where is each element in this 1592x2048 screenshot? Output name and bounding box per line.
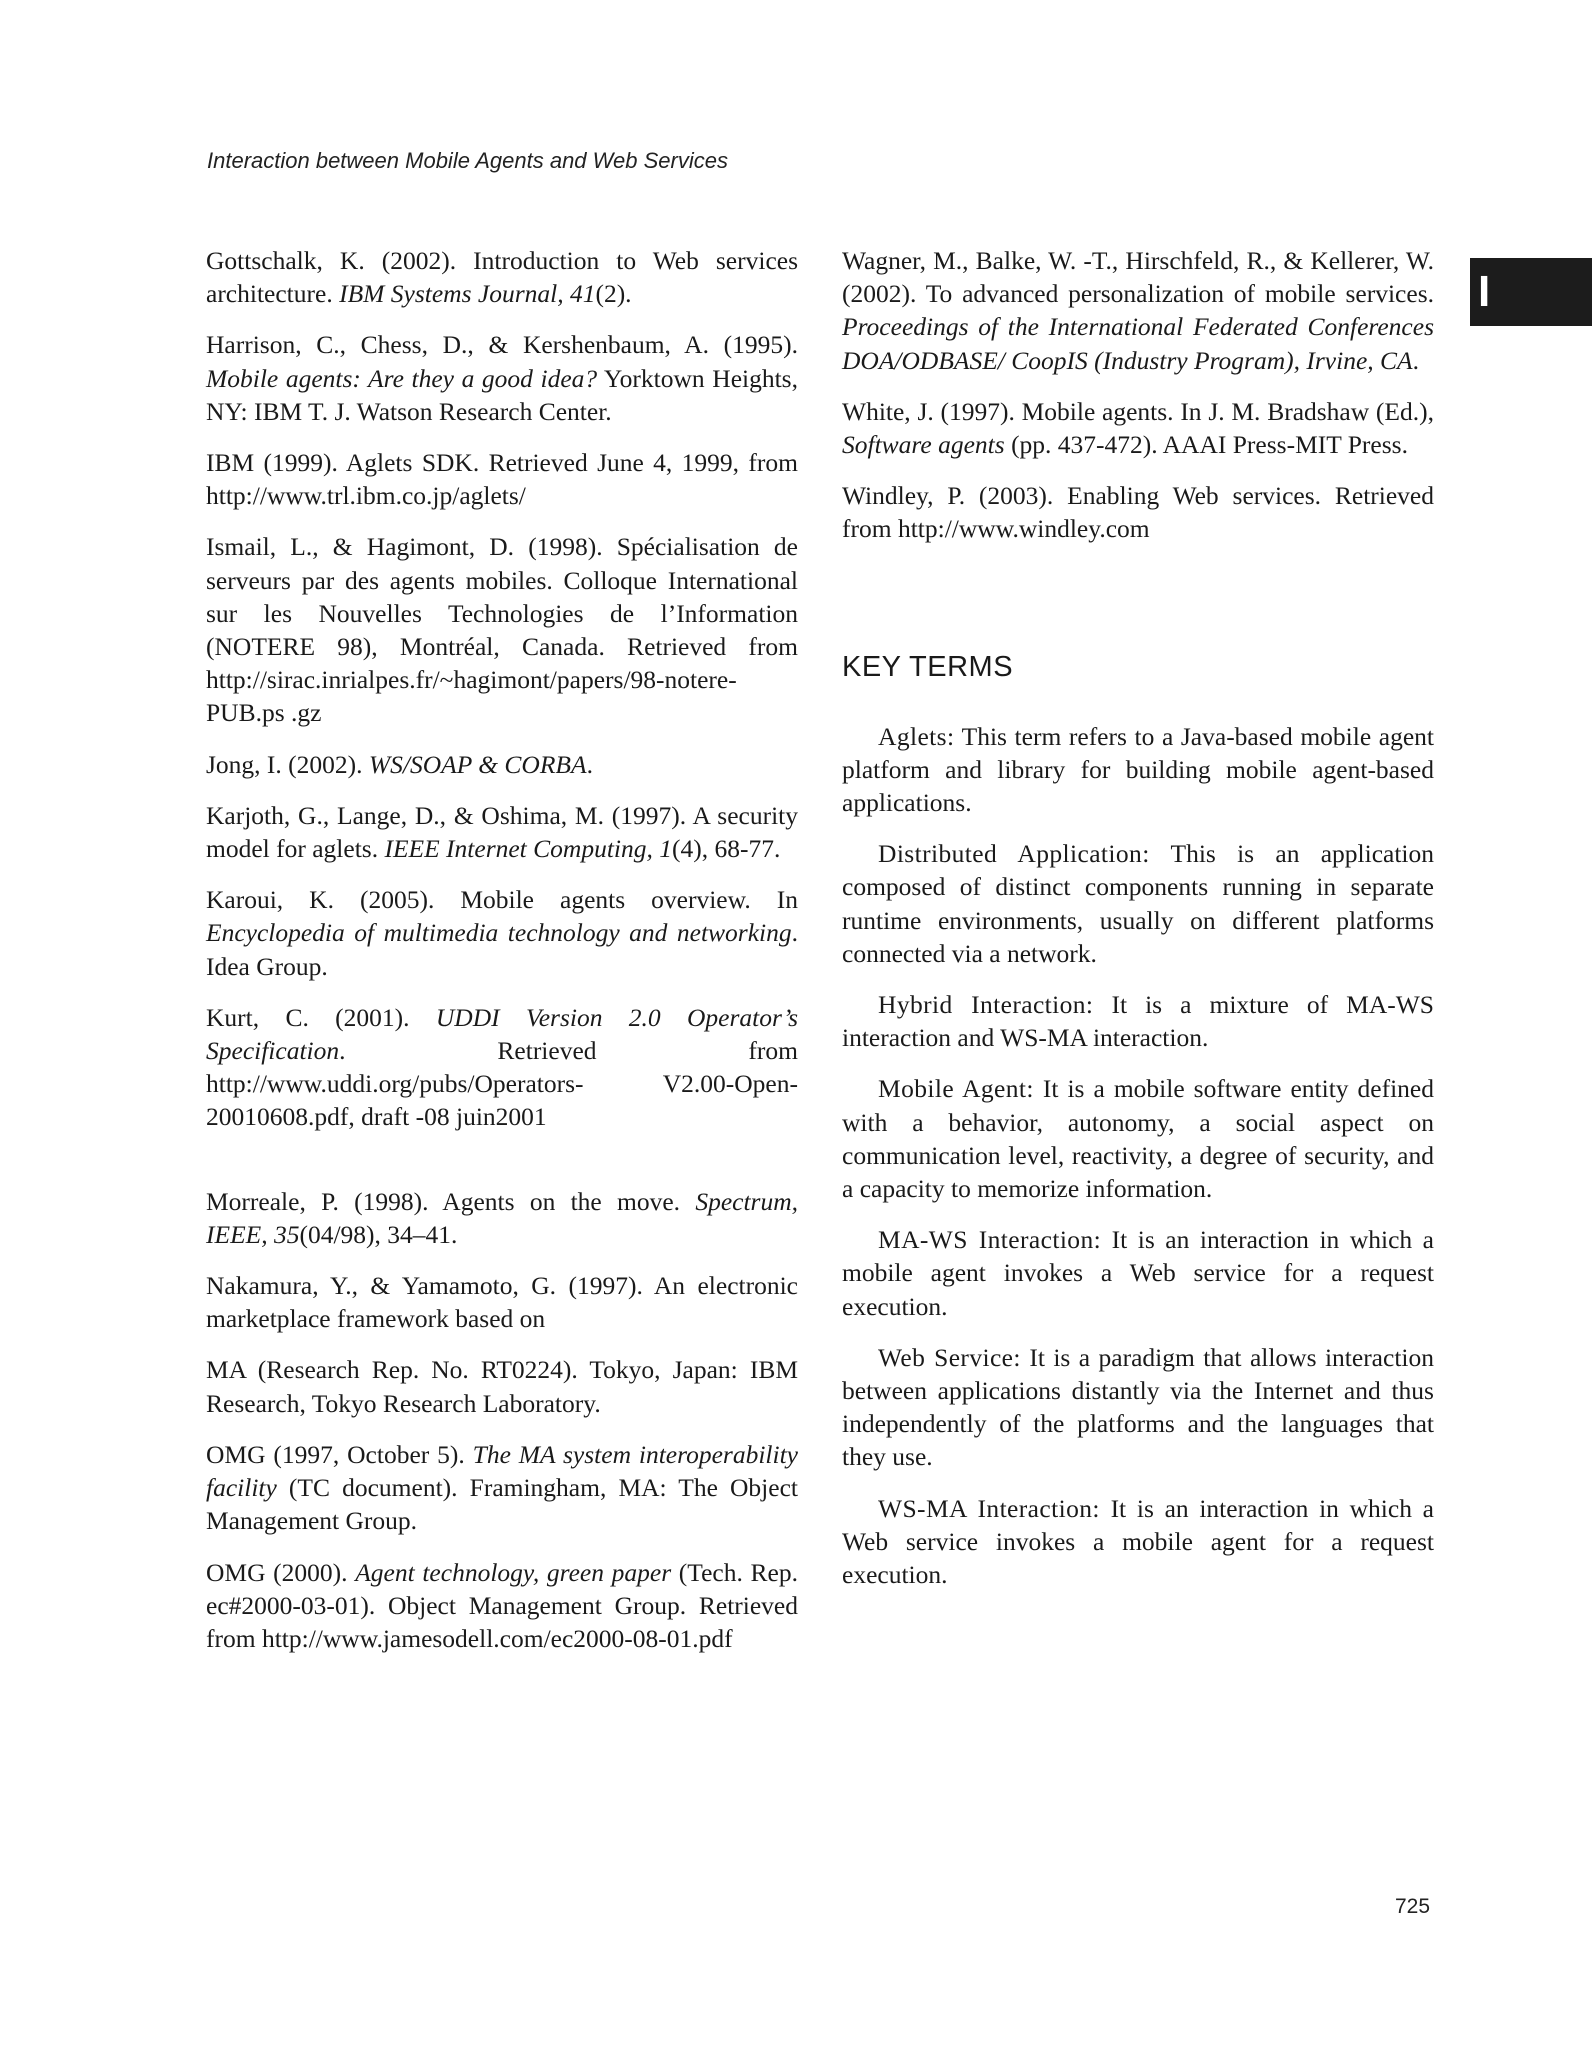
reference-entry: IBM (1999). Aglets SDK. Retrieved June 4, 1999, from http://www.trl.ibm.co.jp/aglets/ <box>206 448 798 511</box>
key-term-name: Hybrid Interaction: <box>878 990 1094 1020</box>
section-tab-letter: I <box>1478 267 1491 316</box>
references-right-column <box>842 244 1434 1609</box>
reference-entry: Harrison, C., Chess, D., & Kershenbaum, A. (1995). Mobile agents: Are they a good idea? Yorktown Heights, NY: IBM T. J. Watson Research Center. <box>206 330 798 426</box>
key-term-name: Mobile Agent: <box>878 1074 1034 1104</box>
key-term-entry: MA-WS Interaction: It is an interaction in which a mobile agent invokes a Web service for a request execution. <box>842 1225 1434 1321</box>
references-left-column <box>206 244 798 1673</box>
reference-entry: Ismail, L., & Hagimont, D. (1998). Spécialisation de serveurs par des agents mobiles. Colloque International sur les Nouvelles Technologies de l’Information (NOTERE 98), Montréal, Canada. Retrieved from http://sirac.inrialpes.fr/~hagimont/papers/98-notere-PUB.ps .gz <box>206 532 798 728</box>
key-term-entry: Web Service: It is a paradigm that allows interaction between applications distantly via the Internet and thus independently of the platforms and the languages that they use. <box>842 1342 1434 1472</box>
key-term-name: Distributed Application: <box>878 839 1150 869</box>
key-term-name: Web Service: <box>878 1342 1021 1372</box>
reference-entry: MA (Research Rep. No. RT0224). Tokyo, Japan: IBM Research, Tokyo Research Laboratory. <box>206 1355 798 1418</box>
key-term-entry: WS-MA Interaction: It is an interaction in which a Web service invokes a mobile agent for a request execution. <box>842 1493 1434 1590</box>
reference-entry: Windley, P. (2003). Enabling Web services. Retrieved from http://www.windley.com <box>842 481 1434 544</box>
page-number: 725 <box>1395 1895 1431 1918</box>
running-header: Interaction between Mobile Agents and Web Services <box>207 148 728 173</box>
reference-entry: Nakamura, Y., & Yamamoto, G. (1997). An electronic marketplace framework based on <box>206 1271 798 1334</box>
key-term-entry: Mobile Agent: It is a mobile software entity defined with a behavior, autonomy, a social aspect on communication level, reactivity, a degree of security, and a capacity to memorize information. <box>842 1074 1434 1204</box>
reference-entry: Gottschalk, K. (2002). Introduction to Web services architecture. IBM Systems Journal, 41(2). <box>206 246 798 309</box>
key-term-entry: Hybrid Interaction: It is a mixture of MA-WS interaction and WS-MA interaction. <box>842 990 1434 1053</box>
reference-entry: Karjoth, G., Lange, D., & Oshima, M. (1997). A security model for aglets. IEEE Internet Computing, 1(4), 68-77. <box>206 800 798 864</box>
reference-entry: Jong, I. (2002). WS/SOAP & CORBA. <box>206 749 593 779</box>
reference-entry: OMG (2000). Agent technology, green paper (Tech. Rep. ec#2000-03-01). Object Management Group. Retrieved from http://www.jamesodell.com/ec2000-08-01.pdf <box>206 1557 798 1653</box>
key-term-name: Aglets: <box>878 721 955 751</box>
reference-entry: OMG (1997, October 5). The MA system interoperability facility (TC document). Framingham, MA: The Object Management Group. <box>206 1439 798 1536</box>
reference-entry: Morreale, P. (1998). Agents on the move. Spectrum, IEEE, 35(04/98), 34–41. <box>206 1186 798 1249</box>
key-term-name: WS-MA Interaction: <box>878 1493 1100 1523</box>
reference-entry: Wagner, M., Balke, W. -T., Hirschfeld, R., & Kellerer, W. (2002). To advanced personalization of mobile services. Proceedings of the International Federated Conferences DOA/ODBASE/ CoopIS (Industry Program), Irvine, CA. <box>842 246 1434 375</box>
reference-entry: White, J. (1997). Mobile agents. In J. M. Bradshaw (Ed.), Software agents (pp. 437-472). AAAI Press-MIT Press. <box>842 396 1434 460</box>
key-term-entry: Distributed Application: This is an application composed of distinct components running in separate runtime environments, usually on different platforms connected via a network. <box>842 839 1435 968</box>
key-terms-heading: KEY TERMS <box>842 650 1014 683</box>
key-term-name: MA-WS Interaction: <box>878 1225 1102 1255</box>
key-term-entry: Aglets: This term refers to a Java-based mobile agent platform and library for building mobile agent-based applications. <box>842 721 1434 818</box>
reference-entry: Kurt, C. (2001). UDDI Version 2.0 Operator’s Specification. Retrieved from http://www.uddi.org/pubs/Operators- V2.00-Open-20010608.pdf, draft -08 juin2001 <box>206 1002 798 1132</box>
reference-entry: Karoui, K. (2005). Mobile agents overview. In Encyclopedia of multimedia technology and networking. Idea Group. <box>206 885 798 981</box>
